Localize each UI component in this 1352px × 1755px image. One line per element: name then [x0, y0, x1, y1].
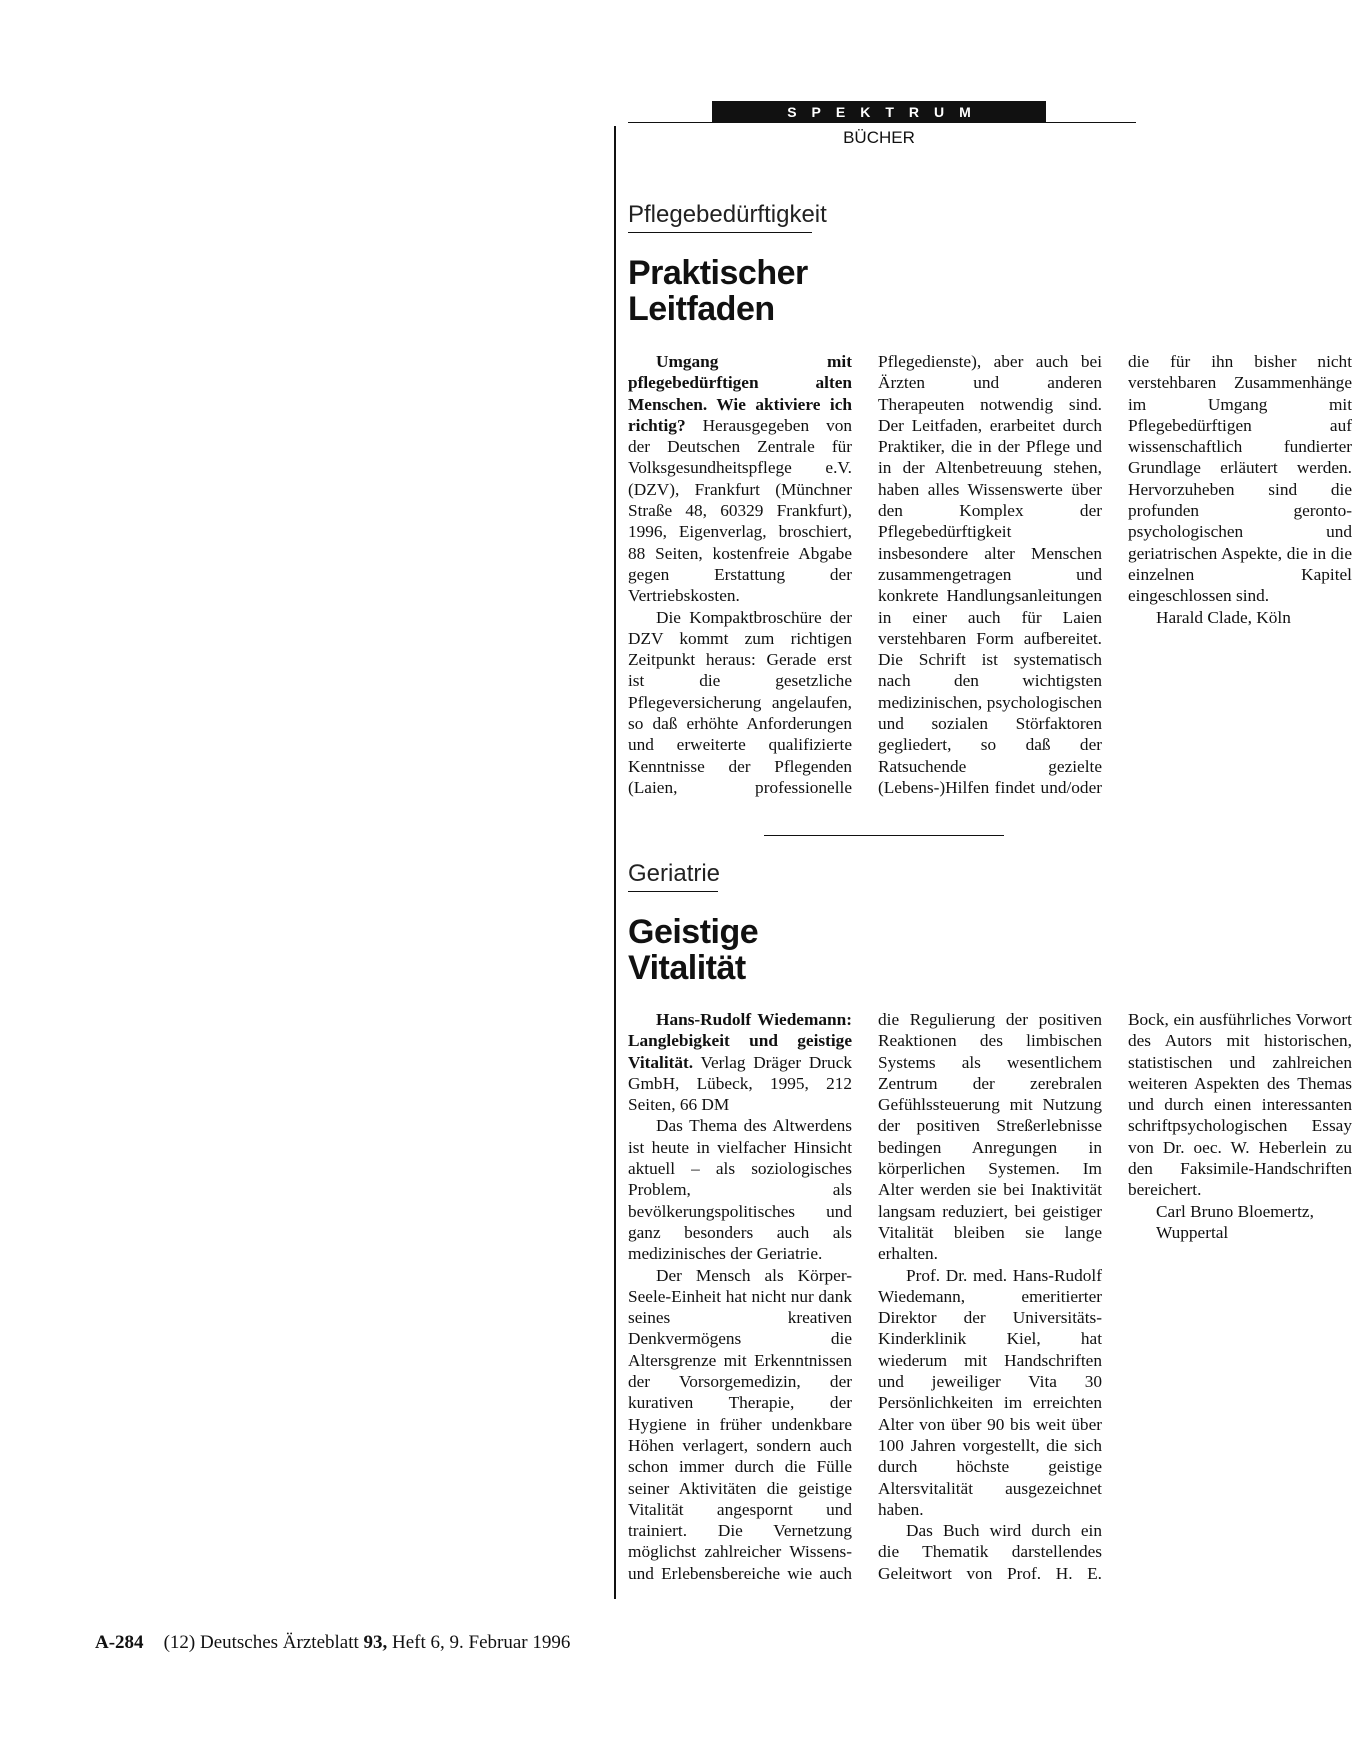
article1-headline-line2: Leitfaden: [628, 290, 775, 328]
page-number: A-284: [95, 1632, 144, 1653]
article1-title-block: [628, 201, 864, 327]
article1-bib-title: Umgang mit pflegebedürftigen alten Menschen. Wie aktiviere ich richtig?: [628, 352, 852, 435]
article2-signature-line1: Carl Bruno Bloemertz,: [1156, 1201, 1314, 1221]
article2-kicker: Geriatrie: [628, 860, 718, 892]
article2-signature-line2: Wuppertal: [1156, 1222, 1229, 1242]
article2-paragraph-3: Prof. Dr. med. Hans-Rudolf Wiedemann, emeritierter Direktor der Universitäts-Kinderklinik Kiel, hat wiederum mit Handschriften und jeweiliger Vita 30 Persönlichkeiten im erreichten Alter von über 90 bis weit über 100 Jahren vorgestellt, die sich durch höchste geistige Altersvitalität ausgezeichnet haben.: [878, 1265, 1102, 1519]
column-divider: [614, 126, 616, 1599]
article1-bib-details: Herausgegeben von der Deutschen Zentrale für Volksgesundheitspflege e.V. (DZV), Frankfurt (Münchner Straße 48, 60329 Frankfurt), 1996, Eigenverlag, broschiert, 88 Seiten, kostenfreie Abgabe gegen Erstattung der Vertriebskosten.: [628, 415, 852, 606]
article1-kicker: Pflegebedürftigkeit: [628, 201, 812, 233]
article2-bibliography: [628, 1009, 852, 1115]
article1-headline-line1: Praktischer: [628, 254, 808, 292]
footer-volume: 93,: [363, 1632, 388, 1653]
article2-headline-line1: Geistige: [628, 913, 759, 951]
subsection-label: BÜCHER: [843, 128, 915, 147]
article2-paragraph-1: Das Thema des Altwerdens ist heute in vielfacher Hinsicht aktuell – als soziologisches Problem, als bevölkerungspolitisches und ganz besonders auch als medizinisches der Geriatrie.: [628, 1116, 852, 1264]
article2-paragraph-2: Der Mensch als Körper-Seele-Einheit hat nicht nur dank seines kreativen Denkvermögens die Altersgrenze mit Erkenntnissen der Vorsorgemedizin, der kurativen Therapie, der Hygiene in früher undenkbare Höhen verlagert, sondern auch schon immer durch die Fülle seiner Aktivitäten die geistige Vitalität angespornt und trainiert. Die Vernetzung möglichst zahlreicher Wissens- und Erlebensbereiche wie auch die Regulierung der positiven Reaktionen des limbischen Systems als wesentlichem Zentrum der zerebralen Gefühlssteuerung mit Nutzung der positiven Streßerlebnisse bedingen Anregungen in körperlichen Systemen. Im Alter werden sie bei Inaktivität langsam reduziert, bei geistiger Vitalität bleiben sie lange erhalten.: [628, 1010, 1102, 1583]
article2-title-block: [628, 860, 864, 986]
article2-paragraph-4: Das Buch wird durch ein die Thematik darstellendes Geleitwort von Prof. H. E. Bock, ein ausführliches Vorwort des Autors mit historischen, statistischen und zahlreichen weiteren Aspekten des Themas und durch einen interessanten schriftpsychologischen Essay von Dr. oec. W. Heberlein zu den Faksimile-Handschriften bereichert.: [878, 1010, 1352, 1583]
footer-journal: (12) Deutsches Ärzteblatt: [163, 1632, 364, 1653]
header-rule: [628, 122, 1136, 123]
section-header-bar: SPEKTRUM: [712, 101, 1046, 123]
article2-bib-details: Verlag Dräger Druck GmbH, Lübeck, 1995, 212 Seiten, 66 DM: [628, 1052, 852, 1115]
article1-bibliography: [628, 351, 852, 607]
article2-bib-title: Hans-Rudolf Wiedemann: Langlebigkeit und geistige Vitalität.: [628, 1010, 852, 1072]
article1-signature: Harald Clade, Köln: [1156, 607, 1291, 627]
footer-issue: Heft 6, 9. Februar 1996: [387, 1632, 571, 1653]
article2-body: [628, 1009, 1352, 1603]
article1-paragraph: Die Kompaktbroschüre der DZV kommt zum richtigen Zeitpunkt heraus: Gerade erst ist die gesetzliche Pflegeversicherung angelaufen, so daß erhöhte Anforderungen und erweiterte qualifizierte Kenntnisse der Pflegenden (Laien, professionelle Pflegedienste), aber auch bei Ärzten und anderen Therapeuten notwendig sind. Der Leitfaden, erarbeitet durch Praktiker, die in der Pflege und in der Altenbetreuung stehen, haben alles Wissenswerte über den Komplex der Pflegebedürftigkeit insbesondere alter Menschen zusammengetragen und konkrete Handlungsanleitungen in einer auch für Laien verstehbaren Form aufbereitet. Die Schrift ist systematisch nach den wichtigsten medizinischen, psychologischen und sozialen Störfaktoren gegliedert, so daß der Ratsuchende gezielte (Lebens-)Hilfen findet und/oder die für ihn bisher nicht verstehbaren Zusammenhänge im Umgang mit Pflegebedürftigen auf wissenschaftlich fundierter Grundlage erläutert werden. Hervorzuheben sind die profunden geronto-psychologischen und geriatrischen Aspekte, die in die einzelnen Kapitel eingeschlossen sind.: [628, 352, 1352, 797]
article2-headline-line2: Vitalität: [628, 949, 746, 987]
page-footer: [95, 1632, 570, 1654]
article-separator-rule: [764, 835, 1004, 836]
article1-body: [628, 351, 1352, 815]
